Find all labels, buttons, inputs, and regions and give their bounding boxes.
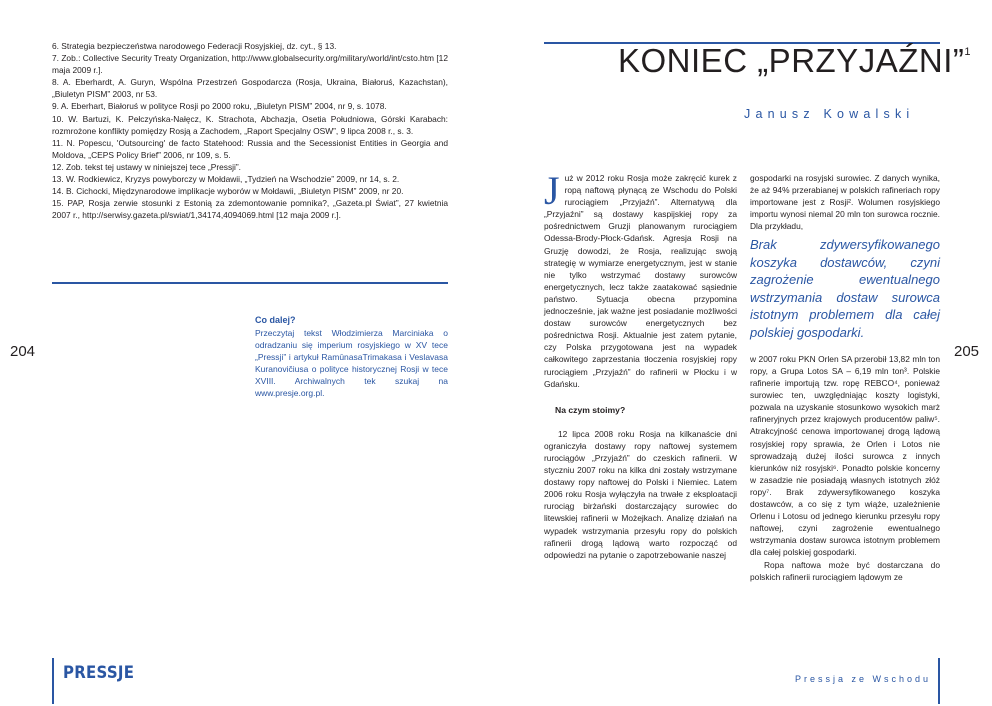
article-column-1 <box>544 168 737 561</box>
col2-mid-paragraph: w 2007 roku PKN Orlen SA przerobił 13,82 mln ton ropy, a Grupa Lotos SA – 6,19 mln ton³. Polskie rafinerie importują tzw. ropę REBCO⁴, ponieważ surowiec ten, uwzględniając koszty logistyki, pozwala na uzyskanie stosunkowo wysokich marż rafineryjnych przez krajowych producentów paliw⁵. Atrakcyjność cenowa importowanej drogą lądową rosyjskiej ropy sprawia, że Orlen i Lotos nie sprowadzają dużej ilości surowca z innych kierunków niż rosyjski⁶. Ponadto polskie koncerny w zasadzie nie posiadają własnych istotnych złóż ropy⁷. Brak zdywersyfikowanego koszyka dostawców, a co się z tym wiąże, uzależnienie Orlenu i Lotosu od jednego kierunku przesyłu ropy naftowej, czyni zagrożenie ewentualnego wstrzymania dostaw surowca istotnym problemem dla całej polskiej gospodarki. <box>750 353 940 558</box>
footnote: 9. A. Eberhart, Białoruś w polityce Rosji po 2000 roku, „Biuletyn PISM” 2004, nr 9, s. 1078. <box>52 101 387 112</box>
pressje-logo: PRESSJE <box>63 663 135 683</box>
drop-cap: J <box>544 168 560 213</box>
article-column-2 <box>750 172 940 583</box>
left-footer-bar <box>52 658 54 704</box>
col2-top-paragraph: gospodarki na rosyjski surowiec. Z danych wynika, że aż 94% przerabianej w polskich rafineriach ropy importowane jest z Rosji². Wolumen rosyjskiego importu wynosi niemal 20 mln ton surowca rocznie. Dla przykładu, <box>750 173 940 232</box>
footnote: 10. W. Bartuzi, K. Pełczyńska-Nałęcz, K. Strachota, Abchazja, Osetia Południowa, Górski Karabach: rozmrożone konflikty pomiędzy Rosją a Zachodem, „Raport Specjalny OSW”, 9 lipca 2008 r., s. 3. <box>52 113 448 136</box>
pull-quote: Brak zdywersyfikowanego koszyka dostawców, czyni zagrożenie ewentualnego wstrzymania dostaw surowca istotnym problemem dla całej polskiej gospodarki. <box>750 237 940 340</box>
article-title-text: KONIEC „PRZYJAŹNI” <box>618 42 965 79</box>
right-footer-bar <box>938 658 940 704</box>
footnote: 11. N. Popescu, 'Outsourcing' de facto Statehood: Russia and the Secessionist Entities in Georgia and Moldova, „CEPS Policy Brief” 2006, nr 109, s. 5. <box>52 137 448 160</box>
section-heading: Na czym stoimy? <box>555 404 626 415</box>
intro-text: uż w 2012 roku Rosja może zakręcić kurek z ropą naftową płynącą ze Wschodu do Polski rurociągiem „Przyjaźń”. Alternatywą dla „Przyjaźni” są dostawy kaspijskiej ropy za pośrednictwem Gruzji planowanym rurociągiem Odessa-Brody-Płock-Gdańsk. Agresja Rosji na Gruzję dowodzi, że Rosja, realizując swoją strategię w wymiarze energetycznym, jest w stanie nie tylko wstrzymać dostawy surowców energetycznych, lecz także zaatakować sąsiednie państwo. Sytuacja obecna przypomina jednocześnie, jak ważne jest posiadanie możliwości dostaw surowców energetycznych bez pośrednictwa Rosji. Aktualnie jest zatem pytanie, czy Polska przygotowana jest na wypadek całkowitego zaprzestania tłoczenia rosyjskiej ropy rurociągiem „Przyjaźń” do rafinerii w Płocku i w Gdańsku. <box>544 173 737 389</box>
footnote: 7. Zob.: Collective Security Treaty Organization, http://www.globalsecurity.org/military/world/int/csto.htm [12 maja 2009 r.]. <box>52 53 448 76</box>
footnote: 15. PAP, Rosja zerwie stosunki z Estonią za zdemontowanie pomnika?, „Gazeta.pl Świat”, 27 kwietnia 2007 r., http://serwisy.gazeta.pl/swiat/1,34174,4094069.html [12 maja 2009 r.]. <box>52 198 448 221</box>
co-dalej-title: Co dalej? <box>255 315 296 325</box>
section-paragraph: 12 lipca 2008 roku Rosja na kilkanaście dni ograniczyła dostawy ropy naftowej systemem rurociągów „Przyjaźń” do czeskich rafinerii. W styczniu 2007 roku na kilka dni zostały wstrzymane dostawy ropy naftowej do Polski i Niemiec. Latem 2006 roku Rosja wyłączyła na trwałe z eksploatacji rurociąg birżański dostarczający surowiec do litewskiej rafinerii w Możejkach. Analizę działań na wypadek wstrzymania przesyłu ropy do polskich rafinerii drogą lądową warto rozpocząć od odpowiedzi na pytanie o zapotrzebowanie naszej <box>544 428 737 560</box>
page-number-right: 205 <box>954 343 980 360</box>
intro-paragraph <box>544 168 737 390</box>
footnote: 14. B. Cichocki, Międzynarodowe implikacje wyborów w Mołdawii, „Biuletyn PISM” 2009, nr 20. <box>52 186 404 197</box>
article-title <box>618 42 971 80</box>
page-number-left: 204 <box>10 343 36 360</box>
footnotes <box>52 40 448 221</box>
footnote: 12. Zob. tekst tej ustawy w niniejszej tece „Pressji”. <box>52 161 241 172</box>
article-author: Janusz Kowalski <box>744 107 915 121</box>
title-footnote-ref: 1 <box>964 46 971 58</box>
footnote: 8. A. Eberhardt, A. Guryn, Wspólna Przestrzeń Gospodarcza (Rosja, Ukraina, Białoruś, Kazachstan), „Biuletyn PISM” 2003, nr 53. <box>52 77 448 100</box>
footnotes-divider <box>52 282 448 284</box>
running-footer: Pressja ze Wschodu <box>795 674 932 684</box>
col2-last-paragraph: Ropa naftowa może być dostarczana do polskich rafinerii rurociągiem lądowym ze <box>750 559 940 582</box>
footnote: 6. Strategia bezpieczeństwa narodowego Federacji Rosyjskiej, dz. cyt., § 13. <box>52 41 337 51</box>
footnote: 13. W. Rodkiewicz, Kryzys powyborczy w Mołdawii, „Tydzień na Wschodzie” 2009, nr 14, s. 2. <box>52 174 400 185</box>
co-dalej-body: Przeczytaj tekst Włodzimierza Marciniaka o odradzaniu się imperium rosyjskiego w XV tece „Pressji” i artykuł RamūnasaTrimakasa i Veslavasa Kuranovičiusa o polityce historycznej Rosji w tece XVIII. Archiwalnych tek szukaj na www.presje.org.pl. <box>255 328 448 399</box>
